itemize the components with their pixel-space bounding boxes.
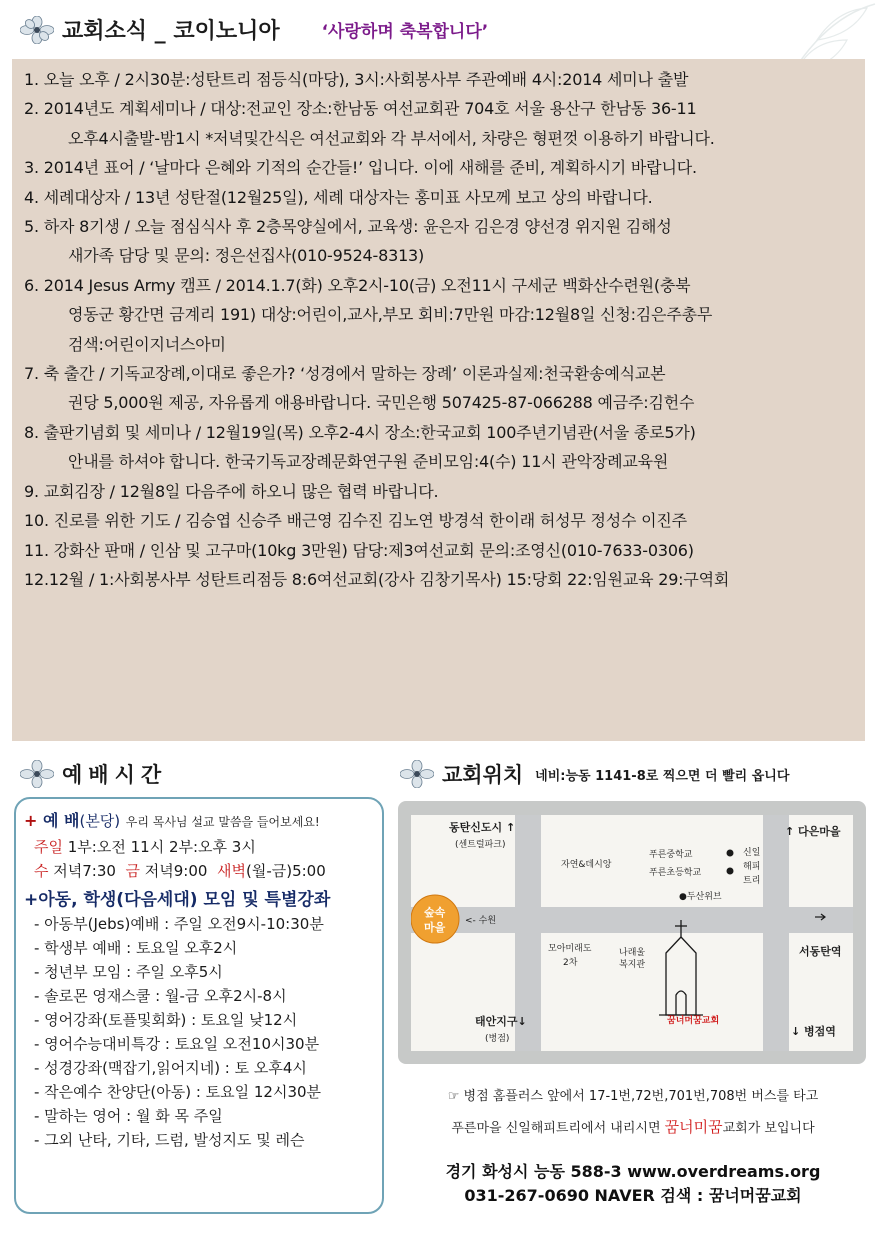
wednesday-time: 저녁7:30 xyxy=(53,862,116,880)
program-item: - 작은예수 찬양단(아동) : 토요일 12시30분 xyxy=(34,1083,322,1101)
news-item xyxy=(12,536,865,565)
map-label-jayeon: 자연&데시앙 xyxy=(561,860,612,870)
program-item: - 성경강좌(맥잡기,읽어지네) : 토 오후4시 xyxy=(34,1059,307,1077)
friday-label: 금 xyxy=(125,862,140,880)
church-address xyxy=(400,1160,866,1208)
news-header xyxy=(20,14,488,45)
program-item: - 학생부 예배 : 토요일 오후2시 xyxy=(34,939,238,957)
map-label-suwon: <- 수원 xyxy=(465,916,497,926)
news-item-line: 5. 하자 8기생 / 오늘 점심식사 후 2층목양실에서, 교육생: 윤은자 김은경 양선경 위지원 김해성 xyxy=(24,217,672,237)
map-label-sinil-3: 트리 xyxy=(743,876,761,886)
worship-title: 예배시간 xyxy=(62,763,168,787)
bus-line-1: ☞ 병점 홈플러스 앞에서 17-1번,72번,701번,708번 버스를 타고 xyxy=(447,1089,819,1104)
location-subtitle: 네비:능동 1141-8로 찍으면 더 빨리 옵니다 xyxy=(535,768,790,784)
program-item: - 청년부 모임 : 주일 오후5시 xyxy=(34,963,223,981)
news-item-line: 2. 2014년도 계획세미나 / 대상:전교인 장소:한남동 여선교회관 704호 서울 용산구 한남동 36-11 xyxy=(24,99,697,119)
sunday-service-line xyxy=(24,835,374,860)
youth-programs-list xyxy=(24,912,374,1152)
news-item xyxy=(12,271,865,359)
program-item: - 영어강좌(토플및회화) : 토요일 낮12시 xyxy=(34,1011,298,1029)
program-item: - 그외 난타, 기타, 드럼, 발성지도 및 레슨 xyxy=(34,1131,305,1149)
map-label-moa-1: 모아미래도 xyxy=(548,944,592,954)
sunday-label: 주일 xyxy=(34,837,63,856)
news-item-line: 영동군 황간면 금계리 191) 대상:어린이,교사,부모 회비:7만원 마감:12월8일 신청:김은주총무 xyxy=(68,305,713,325)
news-item-line: 새가족 담당 및 문의: 정은선집사(010-9524-8313) xyxy=(68,246,425,266)
news-slogan: ‘사랑하며 축복합니다’ xyxy=(321,22,489,42)
bus-line-2 xyxy=(400,1112,866,1144)
news-item-line: 권당 5,000원 제공, 자유롭게 애용바랍니다. 국민은행 507425-87-066288 예금주:김헌수 xyxy=(68,393,695,413)
sunday-times: 1부:오전 11시 2부:오후 3시 xyxy=(67,837,256,856)
map-label-dameun: ↑ 다은마을 xyxy=(785,825,841,838)
map-label-forest-1: 숲속 xyxy=(424,906,446,919)
map-label-sinil-1: 신일 xyxy=(743,848,761,858)
youth-programs-heading: +아동, 학생(다음세대) 모임 및 특별강좌 xyxy=(24,889,331,910)
news-item-line: 7. 축 출간 / 기독교장례,이대로 좋은가? ‘성경에서 말하는 장례’ 이론과실제:천국환송예식교본 xyxy=(24,364,666,384)
map-dots xyxy=(725,849,735,879)
map-label-church: 꿈너머꿈교회 xyxy=(667,1016,720,1026)
map-label-moa-2: 2차 xyxy=(563,958,578,968)
news-item xyxy=(12,565,865,594)
plus-mark: + xyxy=(24,811,38,830)
flower-icon xyxy=(400,760,434,788)
address-line-2: 031-267-0690 NAVER 검색 : 꿈너머꿈교회 xyxy=(464,1186,802,1205)
program-item: - 솔로몬 영재스쿨 : 월-금 오후2시-8시 xyxy=(34,987,287,1005)
news-item xyxy=(12,153,865,182)
church-icon xyxy=(659,920,703,1015)
news-item xyxy=(12,65,865,94)
program-item: - 영어수능대비특강 : 토요일 오전10시30분 xyxy=(34,1035,320,1053)
bus-line-2-pre: 푸른마을 신일해피트리에서 내리시면 xyxy=(451,1121,665,1136)
program-item: - 아동부(Jebs)예배 : 주일 오전9시-10:30분 xyxy=(34,915,324,933)
map-label-taean: 태안지구↓ xyxy=(475,1015,527,1028)
map-label-central-park: (센트럴파크) xyxy=(455,840,506,850)
news-item-line: 안내를 하셔야 합니다. 한국기독교장례문화연구원 준비모임:4(수) 11시 관악장례교육원 xyxy=(68,452,669,472)
news-list xyxy=(12,59,865,741)
news-item xyxy=(12,359,865,418)
worship-main-paren: (본당) xyxy=(79,812,121,830)
bus-brand: 꿈너미꿈 xyxy=(664,1118,723,1136)
news-item xyxy=(12,183,865,212)
wednesday-label: 수 xyxy=(34,862,49,880)
news-item-line: 8. 출판기념회 및 세미나 / 12월19일(목) 오후2-4시 장소:한국교회 100주년기념관(서울 종로5가) xyxy=(24,422,696,442)
news-item-line: 1. 오늘 오후 / 2시30분:성탄트리 점등식(마당), 3시:사회봉사부 주관예배 4시:2014 세미나 출발 xyxy=(24,70,689,89)
news-title: 교회소식 _ 코이노니아 xyxy=(62,19,280,44)
map-label-forest-2: 마을 xyxy=(424,921,446,934)
news-item-line: 11. 강화산 판매 / 인삼 및 고구마(10kg 3만원) 담당:제3여선교회 문의:조영신(010-7633-0306) xyxy=(24,540,694,560)
flower-icon xyxy=(20,760,54,788)
map-label-narae-2: 복지관 xyxy=(619,960,646,970)
worship-main-note: 우리 목사님 설교 말씀을 들어보세요! xyxy=(125,815,320,829)
news-item xyxy=(12,212,865,271)
worship-main-label: 예 배 xyxy=(42,811,80,830)
news-item-line: 3. 2014년 표어 / ‘날마다 은혜와 기적의 순간들!’ 입니다. 이에 새해를 준비, 계획하시기 바랍니다. xyxy=(24,158,697,178)
bus-line-2-post: 교회가 보입니다 xyxy=(722,1121,815,1136)
church-map xyxy=(411,815,853,1051)
address-line-1: 경기 화성시 능동 588-3 www.overdreams.org xyxy=(445,1162,821,1181)
worship-header xyxy=(20,759,167,789)
map-label-byeongjeom-station: ↓ 병점역 xyxy=(791,1025,836,1038)
dawn-time: (월-금)5:00 xyxy=(245,862,326,880)
news-item xyxy=(12,506,865,535)
flower-icon xyxy=(20,16,54,44)
location-header xyxy=(400,759,789,789)
news-item xyxy=(12,477,865,506)
map-label-byeongjeom-paren: (병점) xyxy=(485,1034,510,1044)
location-title: 교회위치 xyxy=(442,763,524,787)
map-label-narae-1: 나래울 xyxy=(619,948,646,958)
map-label-sinil-2: 해피 xyxy=(743,862,761,872)
news-item-line: 검색:어린이지너스아미 xyxy=(68,334,226,354)
news-item-line: 6. 2014 Jesus Army 캠프 / 2014.1.7(화) 오후2시-10(금) 오전11시 구세군 백화산수련원(충북 xyxy=(24,275,691,295)
news-item-line: 12.12월 / 1:사회봉사부 성탄트리점등 8:6여선교회(강사 김창기목사) 15:당회 22:임원교육 29:구역회 xyxy=(24,569,730,589)
news-item-line: 4. 세례대상자 / 13년 성탄절(12월25일), 세례 대상자는 홍미표 사모께 보고 상의 바랍니다. xyxy=(24,187,653,207)
map-frame xyxy=(398,801,866,1064)
dawn-label: 새벽 xyxy=(217,862,246,880)
news-item-line: 9. 교회김장 / 12월8일 다음주에 하오니 많은 협력 바랍니다. xyxy=(24,481,439,501)
map-label-seodongtan: 서동탄역 xyxy=(799,945,842,958)
news-item xyxy=(12,94,865,153)
map-label-doosan: ●두산위브 xyxy=(679,892,722,902)
news-item-line: 10. 진로를 위한 기도 / 김승엽 신승주 배근영 김수진 김노연 방경석 한이래 허성무 정성수 이진주 xyxy=(24,511,687,531)
map-label-pureun-mid: 푸른중학교 xyxy=(649,850,693,860)
news-item xyxy=(12,418,865,477)
program-item: - 말하는 영어 : 월 화 목 주일 xyxy=(34,1107,223,1125)
map-label-dongtan: 동탄신도시 ↑ xyxy=(449,821,516,834)
friday-time: 저녁9:00 xyxy=(144,862,208,880)
bus-directions xyxy=(400,1082,866,1144)
worship-schedule-box xyxy=(14,797,384,1214)
news-item-line: 오후4시출발-밤1시 *저녁및간식은 여선교회와 각 부서에서, 차량은 형편껏 이용하기 바랍니다. xyxy=(68,128,715,148)
worship-main-heading xyxy=(24,809,374,835)
map-label-pureun-elem: 푸른초등학교 xyxy=(649,868,702,878)
weekday-service-line xyxy=(24,859,374,884)
